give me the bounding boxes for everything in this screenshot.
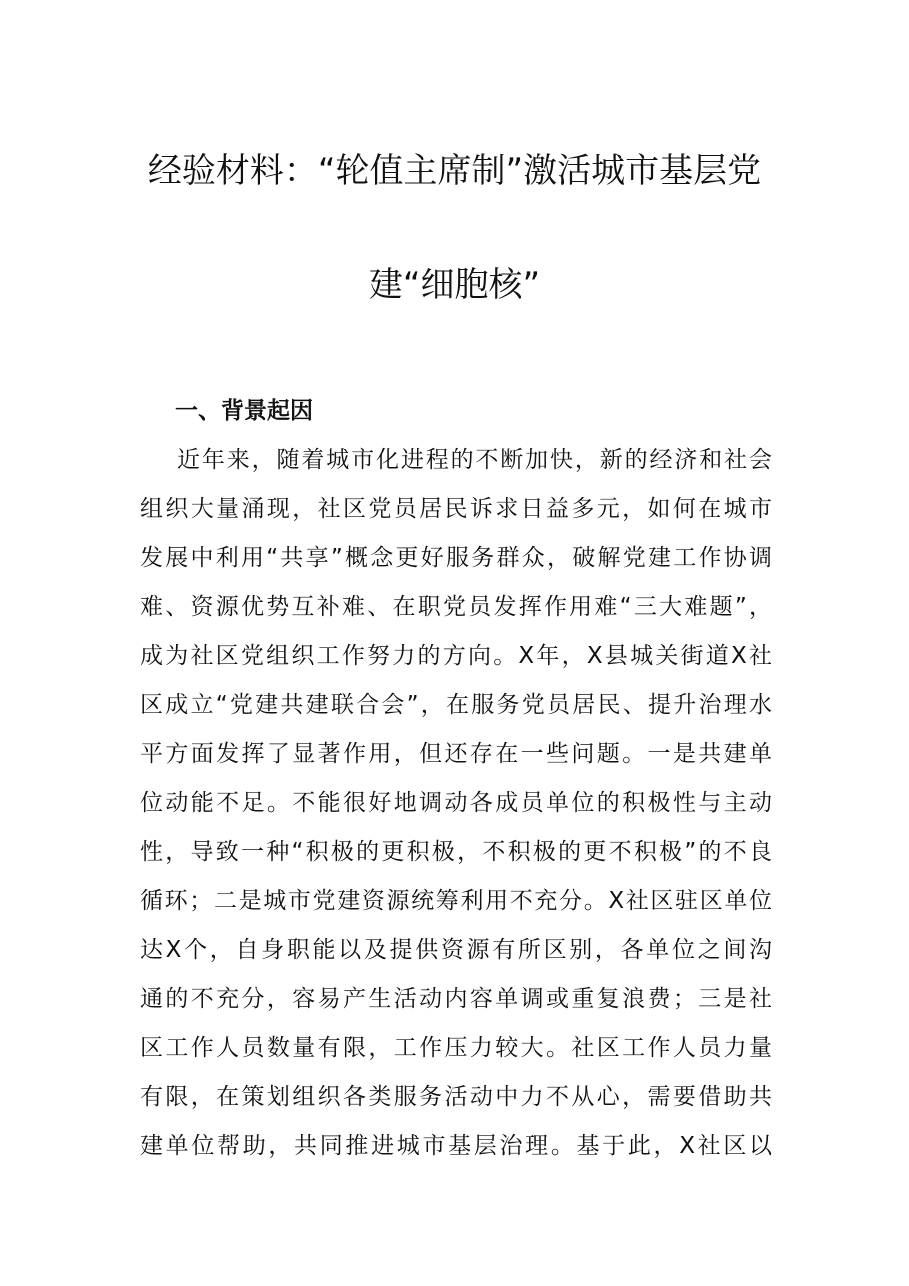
body-line-12: 通的不充分，容易产生活动内容单调或重复浪费；三是社 bbox=[140, 986, 772, 1012]
body-line-9: 性，导致一种“积极的更积极，不积极的更不积极”的不良 bbox=[140, 839, 772, 865]
body-line-6: 区成立“党建共建联合会”，在服务党员居民、提升治理水 bbox=[140, 692, 772, 718]
body-paragraph bbox=[140, 440, 772, 1175]
body-line-8: 位动能不足。不能很好地调动各成员单位的积极性与主动 bbox=[140, 790, 772, 816]
section-heading: 一、背景起因 bbox=[175, 398, 313, 424]
body-line-14: 有限，在策划组织各类服务活动中力不从心，需要借助共 bbox=[140, 1084, 772, 1110]
body-line-7: 平方面发挥了显著作用，但还存在一些问题。一是共建单 bbox=[140, 741, 772, 767]
document-title-line-2: 建“细胞核” bbox=[368, 265, 541, 305]
body-line-4: 难、资源优势互补难、在职党员发挥作用难“三大难题”， bbox=[140, 594, 772, 620]
document-title-line-1: 经验材料：“轮值主席制”激活城市基层党 bbox=[147, 151, 762, 191]
body-line-15: 建单位帮助，共同推进城市基层治理。基于此，X社区以 bbox=[140, 1133, 772, 1159]
body-line-10: 循环；二是城市党建资源统筹利用不充分。X社区驻区单位 bbox=[140, 888, 772, 914]
body-line-2: 组织大量涌现，社区党员居民诉求日益多元，如何在城市 bbox=[140, 496, 772, 522]
body-line-1: 近年来，随着城市化进程的不断加快，新的经济和社会 bbox=[177, 447, 772, 473]
body-line-5: 成为社区党组织工作努力的方向。X年，X县城关街道X社 bbox=[140, 643, 772, 669]
body-line-11: 达X个，自身职能以及提供资源有所区别，各单位之间沟 bbox=[140, 937, 772, 963]
body-line-3: 发展中利用“共享”概念更好服务群众，破解党建工作协调 bbox=[140, 545, 772, 571]
body-line-13: 区工作人员数量有限，工作压力较大。社区工作人员力量 bbox=[140, 1035, 772, 1061]
